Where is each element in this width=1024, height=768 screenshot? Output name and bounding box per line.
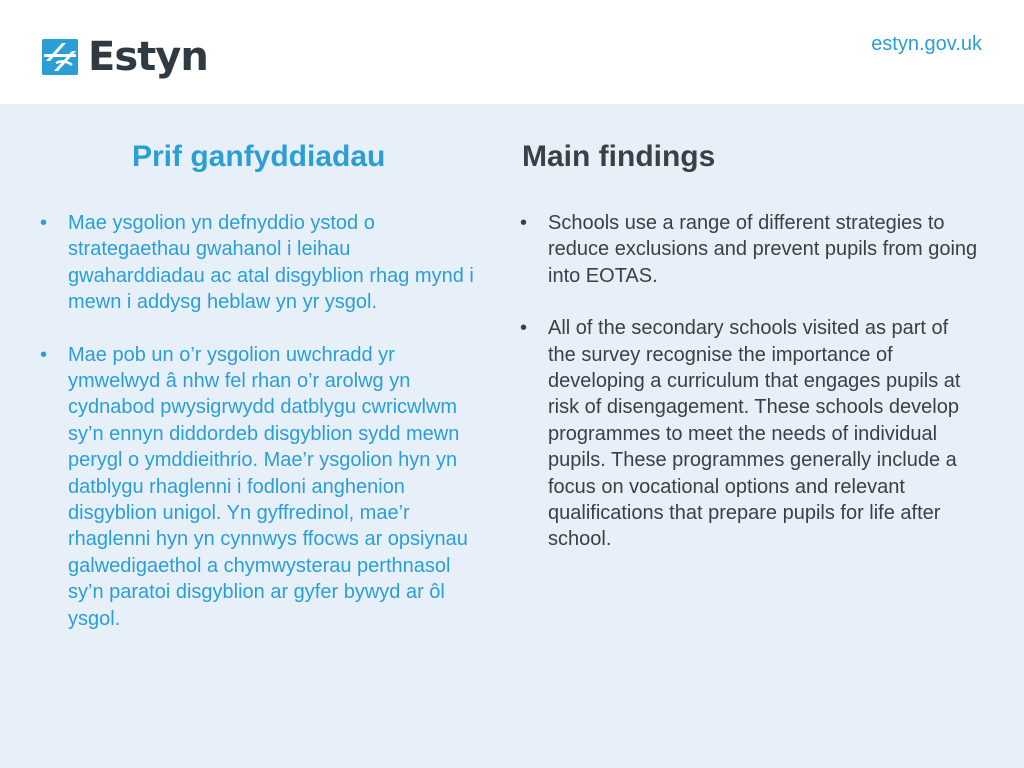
english-title: Main findings	[522, 140, 716, 173]
estyn-logo-icon	[42, 39, 78, 75]
bullet-text: Mae pob un o’r ysgolion uwchradd yr ymwelwyd â nhw fel rhan o’r arolwg yn cydnabod pwysigrwydd datblygu cwricwlwm sy’n ennyn diddordeb disgyblion sydd mewn perygl o ymddieithrio. Mae’r ysgolion hyn yn datblygu rhaglenni i fodloni anghenion disgyblion unigol. Yn gyffredinol, mae’r rhaglenni hyn yn cynnwys ffocws ar opsiynau galwedigaethol a chymwysterau perthnasol sy’n paratoi disgyblion ar gyfer bywyd ar ôl ysgol.	[68, 343, 468, 630]
estyn-logo[interactable]	[42, 33, 208, 81]
list-item	[38, 342, 488, 632]
welsh-bullet-list	[38, 210, 488, 658]
english-bullet-list	[518, 210, 978, 579]
bullet-icon: •	[40, 343, 48, 366]
header	[0, 0, 1024, 104]
list-item	[518, 210, 978, 289]
bullet-icon: •	[40, 212, 48, 234]
bullet-text: Schools use a range of different strategies to reduce exclusions and prevent pupils from going into EOTAS.	[548, 212, 978, 287]
bullet-text: Mae ysgolion yn defnyddio ystod o strategaethau gwahanol i leihau gwaharddiadau ac atal disgyblion rhag mynd i mewn i addysg heblaw yn yr ysgol.	[68, 212, 474, 314]
bullet-icon: •	[520, 317, 528, 340]
list-item	[38, 210, 488, 316]
site-url-link[interactable]: estyn.gov.uk	[871, 33, 982, 55]
bullet-text: All of the secondary schools visited as part of the survey recognise the importance of developing a curriculum that engages pupils at risk of disengagement. These schools develop programmes to meet the needs of individual pupils. These programmes generally include a focus on vocational options and relevant qualifications that prepare pupils for life after school.	[548, 317, 961, 551]
list-item	[518, 315, 978, 553]
logo-wordmark: Estyn	[88, 34, 208, 80]
bullet-icon: •	[520, 212, 528, 234]
findings-panel	[0, 104, 1024, 768]
welsh-title: Prif ganfyddiadau	[132, 140, 386, 173]
